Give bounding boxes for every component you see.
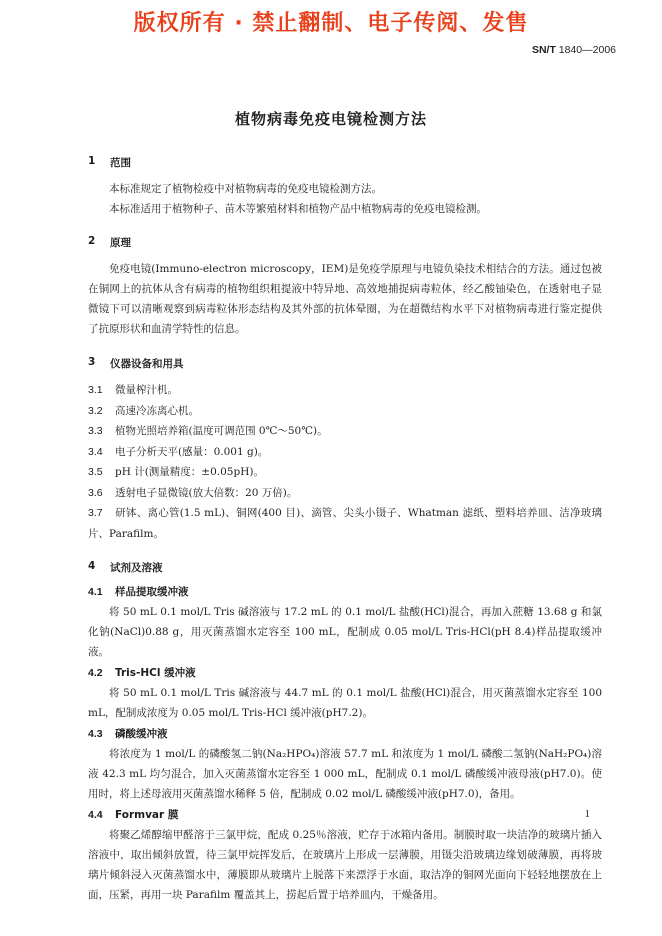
list-item [88,503,602,544]
item-number: 3.6 [88,486,103,499]
list-item [88,401,602,422]
section-heading [88,356,602,371]
paragraph: 本标准规定了植物检疫中对植物病毒的免疫电镜检测方法。 [109,183,382,195]
watermark-banner: 版权所有 · 禁止翻制、电子传阅、发售 [133,11,529,36]
paragraph: 将聚乙烯醇缩甲醛溶于三氯甲烷，配成 0.25％溶液，贮存于冰箱内备用。制膜时取一块洁净的玻璃片插入溶液中，取出倾斜放置，待三氯甲烷挥发后，在玻璃片上形成一层薄膜，用镊尖沿玻璃边缘划破薄膜，再将玻璃片倾斜浸入灭菌蒸馏水中，薄膜即从玻璃片上脱落下来漂浮于水面，取洁净的铜网光面向下轻轻地摆放在上面，压紧，再用一块 Parafilm 覆盖其上，捞起后置于培养皿内，干燥备用。 [88,829,602,901]
section-title: 范围 [110,157,131,169]
item-text: 植物光照培养箱(温度可调范围 0℃～50℃)。 [115,425,328,437]
item-number: 3.3 [88,425,103,437]
item-text: 电子分析天平(感量：0.001 g)。 [115,445,269,458]
subsection-title: Formvar 膜 [115,809,179,821]
paragraph: 将 50 mL 0.1 mol/L Tris 碱溶液与 17.2 mL 的 0.1 mol/L 盐酸(HCl)混合，再加入蔗糖 13.68 g 和氯化钠(NaCl)0.88 g，用灭菌蒸馏水定容至 100 mL，配制成 0.05 mol/L Tris-HCl(pH 8.4)样品提取缓冲液。 [88,606,602,658]
subsection-number: 4.4 [88,809,103,821]
item-number: 3.5 [88,466,103,478]
item-text: 研钵、离心管(1.5 mL)、铜网(400 目)、滴管、尖头小镊子、Whatman 滤纸、塑料培养皿、洁净玻璃片、Parafilm。 [88,507,602,540]
item-text: 微量榨汁机。 [115,384,178,396]
section-title: 原理 [110,237,131,249]
item-number: 3.4 [88,445,103,458]
document-body [88,155,602,905]
list-item [88,442,602,463]
section-title: 仪器设备和用具 [110,358,184,370]
subsection-heading [88,665,602,681]
subsection-number: 4.2 [88,667,103,679]
list-item [88,380,602,401]
subsection-heading [88,726,602,742]
paragraph: 将 50 mL 0.1 mol/L Tris 碱溶液与 44.7 mL 的 0.1 mol/L 盐酸(HCl)混合，用灭菌蒸馏水定容至 100 mL，配制成浓度为 0.05 mol/L Tris-HCl 缓冲液(pH7.2)。 [88,687,602,719]
list-item [88,483,602,504]
subsection-heading [88,807,602,823]
subsection-heading [88,584,602,600]
subsection-number: 4.1 [88,586,103,598]
section-number: 2 [88,235,96,247]
list-item [88,421,602,442]
section-heading [88,235,602,250]
item-text: 高速冷冻离心机。 [115,404,199,417]
paragraph: 免疫电镜(Immuno-electron microscopy，IEM)是免疫学原理与电镜负染技术相结合的方法。通过包被在铜网上的抗体从含有病毒的植物组织粗提液中特异地、高效地捕捉病毒粒体，经乙酸铀染色，在透射电子显微镜下可以清晰观察到病毒粒体形态结构及其外部的抗体晕圈，为在超微结构水平下对植物病毒进行鉴定提供了抗原形状和血清学特性的信息。 [88,263,602,335]
document-title: 植物病毒免疫电镜检测方法 [234,110,427,128]
section-heading [88,155,602,170]
section-number: 3 [88,356,96,368]
item-text: 透射电子显微镜(放大倍数：20 万倍)。 [115,486,298,499]
subsection-number: 4.3 [88,728,103,740]
item-number: 3.2 [88,404,103,417]
list-item [88,462,602,483]
section-number: 4 [88,560,96,572]
item-number: 3.7 [88,507,103,519]
standard-code: 1840—2006 [558,44,616,56]
section-title: 试剂及溶液 [110,562,163,574]
standard-prefix: SN/T [531,44,556,56]
subsection-title: Tris-HCl 缓冲液 [115,667,196,679]
item-number: 3.1 [88,384,103,396]
paragraph: 本标准适用于植物种子、苗木等繁殖材料和植物产品中植物病毒的免疫电镜检测。 [109,203,487,215]
item-text: pH 计(测量精度：±0.05pH)。 [115,466,264,478]
section-heading [88,560,602,575]
page-number: 1 [584,808,590,820]
paragraph: 将浓度为 1 mol/L 的磷酸氢二钠(Na₂HPO₄)溶液 57.7 mL 和浓度为 1 mol/L 磷酸二氢钠(NaH₂PO₄)溶液 42.3 mL 均匀混合，加入灭菌蒸馏水定容至 1 000 mL，配制成 0.1 mol/L 磷酸缓冲液母液(pH7.0)。使用时，将上述母液用灭菌蒸馏水稀释 5 倍，配制成 0.02 mol/L 磷酸缓冲液(pH7.0)，备用。 [88,748,602,800]
subsection-title: 样品提取缓冲液 [115,586,189,598]
section-number: 1 [88,155,96,167]
standard-number [532,44,616,56]
subsection-title: 磷酸缓冲液 [115,728,168,740]
